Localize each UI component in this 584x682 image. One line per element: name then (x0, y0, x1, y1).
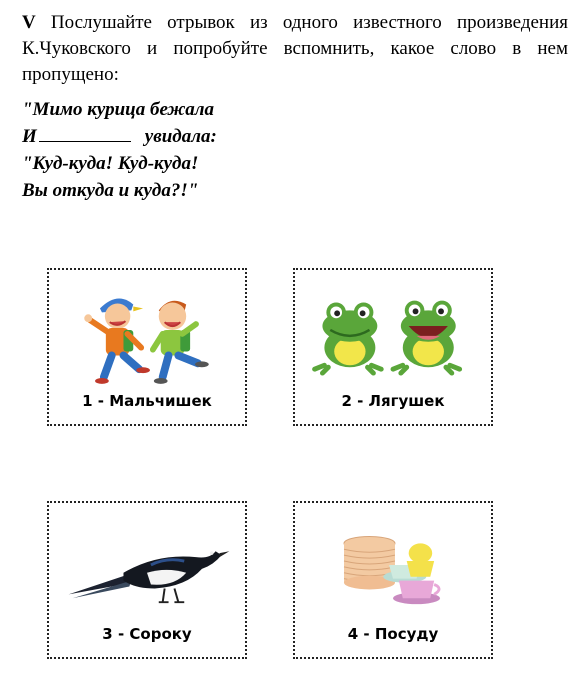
poem-line-3: "Куд-куда! Куд-куда! (22, 153, 199, 174)
poem-line-1: "Мимо курица бежала (22, 99, 215, 120)
missing-word-blank (39, 124, 131, 142)
poem-line-2-start: И (22, 126, 37, 147)
answer-option-2[interactable] (293, 268, 493, 426)
option-1-label: 1 - Мальчишек (82, 392, 212, 410)
option-3-label: 3 - Сороку (102, 625, 192, 643)
answer-option-1[interactable] (47, 268, 247, 426)
poem-line-2 (22, 123, 422, 150)
option-2-label: 2 - Лягушек (341, 392, 445, 410)
option-4-label: 4 - Посуду (347, 625, 439, 643)
poem-excerpt (22, 96, 422, 204)
answer-option-3[interactable] (47, 501, 247, 659)
running-boys-icon (49, 270, 245, 388)
answer-option-4[interactable] (293, 501, 493, 659)
magpie-icon (49, 503, 245, 621)
task-number: V (22, 12, 36, 33)
frogs-icon (295, 270, 491, 388)
task-instruction (22, 10, 568, 88)
poem-line-2-end: увидала: (144, 126, 217, 147)
task-text: Послушайте отрывок из одного известного произведения К.Чуковского и попробуйте вспомнить, какое слово в нем пропущено: (22, 12, 568, 85)
poem-line-4: Вы откуда и куда?!" (22, 180, 199, 201)
dishes-icon (295, 503, 491, 621)
